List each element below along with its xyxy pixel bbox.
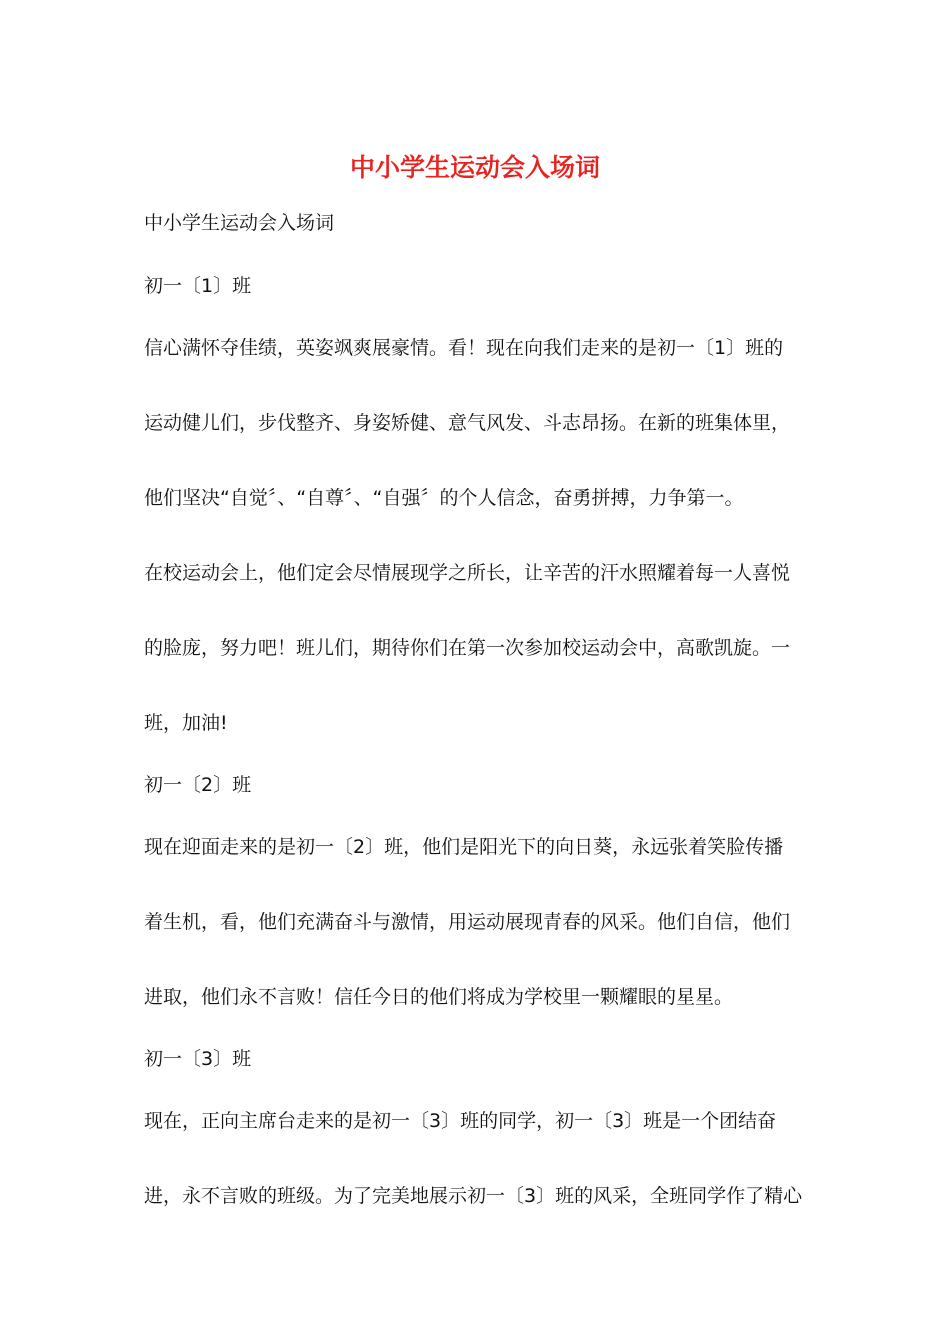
paragraph-line: 现在，正向主席台走来的是初一〔3〕班的同学，初一〔3〕班是一个团结奋 xyxy=(144,1110,777,1132)
section-heading: 初一〔3〕班 xyxy=(144,1048,252,1070)
section-heading: 初一〔1〕班 xyxy=(144,275,252,297)
paragraph-line: 运动健儿们，步伐整齐、身姿矫健、意气风发、斗志昂扬。在新的班集体里， xyxy=(144,412,791,434)
paragraph-line: 班，加油! xyxy=(144,712,228,734)
paragraph-line: 现在迎面走来的是初一〔2〕班，他们是阳光下的向日葵，永远张着笑脸传播 xyxy=(144,836,784,858)
paragraph-line: 的脸庞，努力吧！班儿们，期待你们在第一次参加校运动会中，高歌凯旋。一 xyxy=(144,637,791,659)
paragraph-line: 信心满怀夺佳绩，英姿飒爽展豪情。看！现在向我们走来的是初一〔1〕班的 xyxy=(144,337,784,359)
section-heading: 初一〔2〕班 xyxy=(144,774,252,796)
document-subtitle: 中小学生运动会入场词 xyxy=(144,212,335,234)
paragraph-line: 他们坚决“自觉〞、“自尊〞、“自强〞的个人信念，奋勇拼搏，力争第一。 xyxy=(144,487,744,509)
paragraph-line: 着生机，看，他们充满奋斗与激情，用运动展现青春的风采。他们自信，他们 xyxy=(144,911,791,933)
paragraph-line: 进取，他们永不言败！信任今日的他们将成为学校里一颗耀眼的星星。 xyxy=(144,986,734,1008)
paragraph-line: 在校运动会上，他们定会尽情展现学之所长，让辛苦的汗水照耀着每一人喜悦 xyxy=(144,562,791,584)
paragraph-line: 进，永不言败的班级。为了完美地展示初一〔3〕班的风采，全班同学作了精心 xyxy=(144,1185,803,1207)
document-title: 中小学生运动会入场词 xyxy=(349,153,600,182)
